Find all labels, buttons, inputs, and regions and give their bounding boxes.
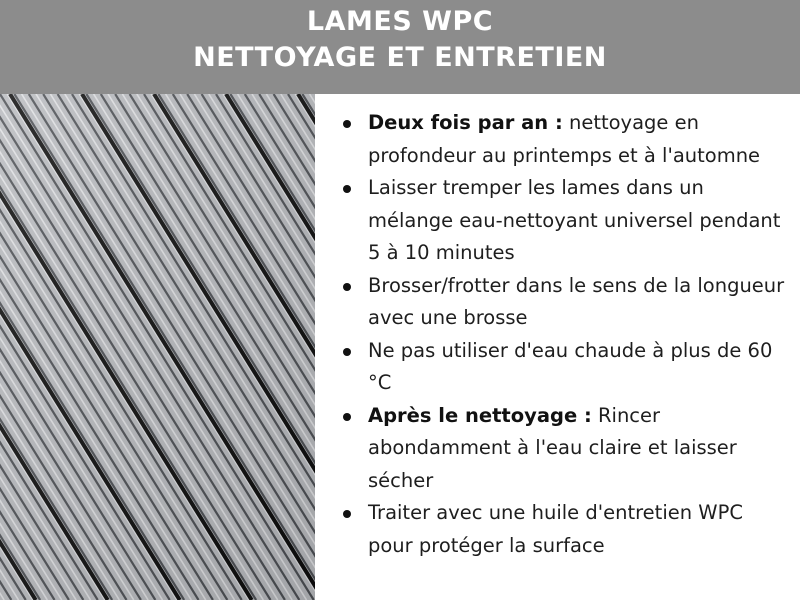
bullet-icon xyxy=(343,413,351,421)
item-text: Laisser tremper les lames dans un mélange eau-nettoyant universel pendant 5 à 10 minutes xyxy=(368,176,781,264)
item-text: Traiter avec une huile d'entretien WPC pour protéger la surface xyxy=(368,501,743,557)
bullet-icon xyxy=(343,283,351,291)
title-line-1: LAMES WPC xyxy=(306,6,494,37)
light-overlay xyxy=(0,94,315,600)
title-line-2: NETTOYAGE ET ENTRETIEN xyxy=(193,42,607,73)
bullet-icon xyxy=(343,120,351,128)
instructions-panel xyxy=(315,94,800,600)
item-text: Rincer abondamment à l'eau claire et laisser sécher xyxy=(368,403,737,492)
bullet-icon xyxy=(343,510,351,518)
title-banner xyxy=(0,0,800,94)
bullet-icon xyxy=(343,348,351,356)
list-item xyxy=(343,270,790,335)
decking-boards-image xyxy=(0,94,315,600)
item-text: Brosser/frotter dans le sens de la longueur avec une brosse xyxy=(368,273,785,329)
list-item xyxy=(343,335,790,400)
list-item xyxy=(343,400,790,498)
item-text: nettoyage en profondeur au printemps et à l'automne xyxy=(368,111,761,167)
instructions-list xyxy=(315,94,800,562)
list-item xyxy=(343,172,790,270)
item-bold: Deux fois par an : xyxy=(368,111,563,134)
item-bold: Après le nettoyage : xyxy=(368,403,592,427)
list-item xyxy=(343,107,790,172)
item-text: Ne pas utiliser d'eau chaude à plus de 60 °C xyxy=(368,338,773,394)
decking-photo xyxy=(0,94,315,600)
list-item xyxy=(343,497,790,562)
bullet-icon xyxy=(343,185,351,193)
